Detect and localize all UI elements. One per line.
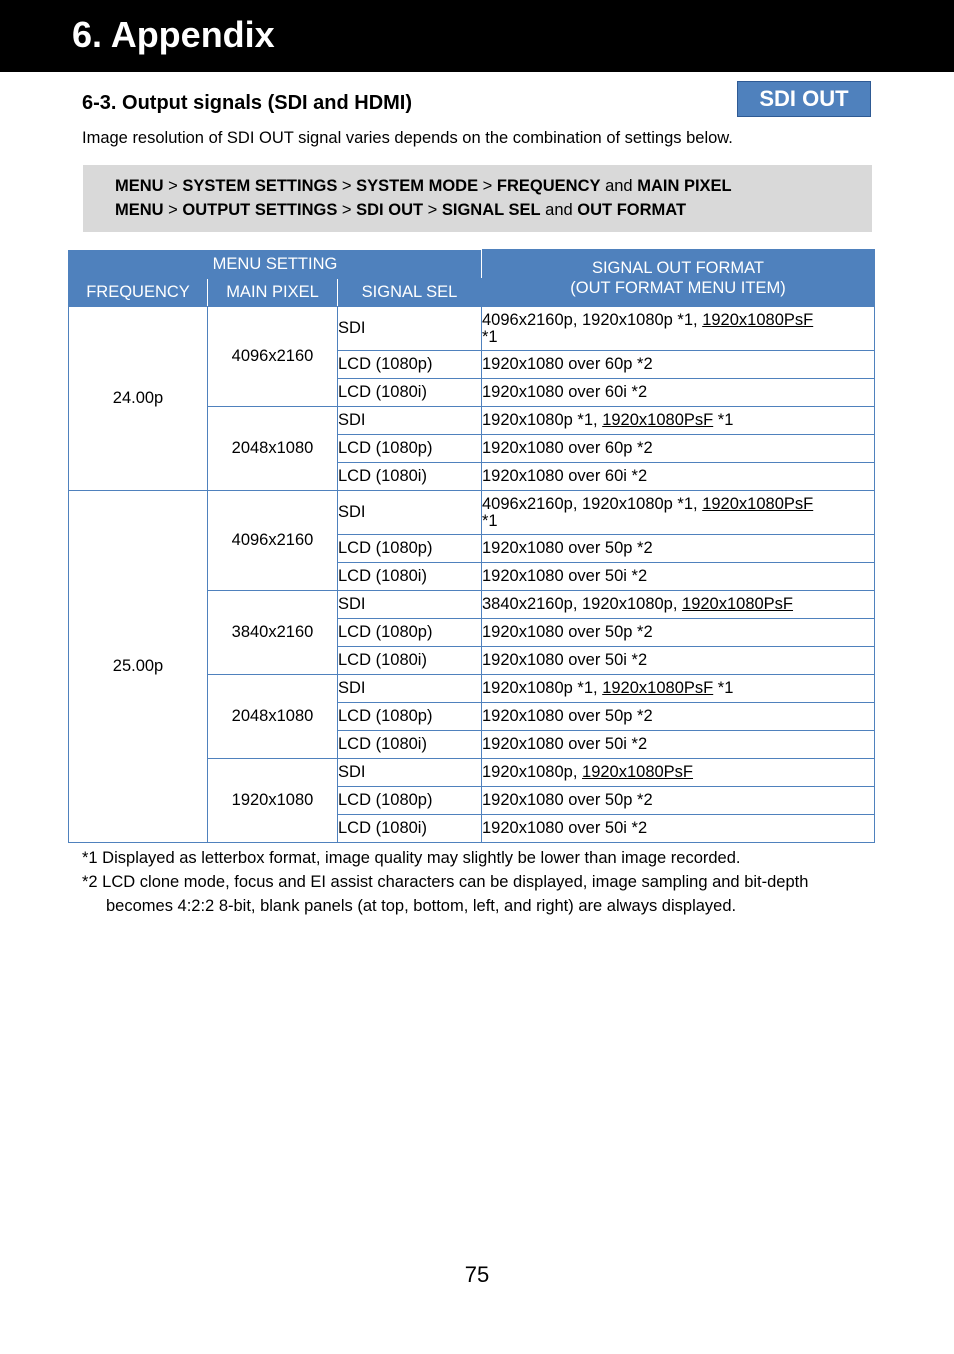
main-pixel-cell: 1920x1080 bbox=[208, 759, 338, 843]
signal-out-cell: 1920x1080 over 60i *2 bbox=[482, 463, 875, 491]
format-note: *1 bbox=[482, 511, 498, 530]
format-note: *1 bbox=[482, 327, 498, 346]
signal-sel-cell: LCD (1080i) bbox=[338, 379, 482, 407]
signal-sel-cell: LCD (1080p) bbox=[338, 535, 482, 563]
menu-path-item: SIGNAL SEL bbox=[441, 201, 541, 219]
table-row bbox=[69, 491, 875, 535]
main-pixel-cell: 2048x1080 bbox=[208, 675, 338, 759]
signal-out-cell: 1920x1080 over 50i *2 bbox=[482, 563, 875, 591]
signal-out-cell: 1920x1080 over 50i *2 bbox=[482, 815, 875, 843]
format-text: 4096x2160p, 1920x1080p *1, bbox=[482, 310, 703, 329]
menu-path-sep: > bbox=[337, 201, 357, 219]
main-pixel-cell: 4096x2160 bbox=[208, 491, 338, 591]
signal-sel-cell: LCD (1080p) bbox=[338, 619, 482, 647]
psf-format-link: 1920x1080PsF bbox=[582, 763, 694, 781]
psf-format-link: 1920x1080PsF bbox=[702, 494, 814, 513]
menu-path-item: MENU bbox=[115, 177, 164, 195]
main-pixel-cell: 2048x1080 bbox=[208, 407, 338, 491]
psf-format-link: 1920x1080PsF bbox=[702, 310, 814, 329]
signal-out-cell: 1920x1080 over 50i *2 bbox=[482, 731, 875, 759]
signal-sel-cell: SDI bbox=[338, 675, 482, 703]
footnote-2: *2 LCD clone mode, focus and EI assist characters can be displayed, image sampling and bit-depth bbox=[82, 873, 809, 891]
menu-path-sep: > bbox=[163, 201, 183, 219]
signal-out-cell bbox=[482, 759, 875, 787]
signal-out-cell: 1920x1080 over 60p *2 bbox=[482, 435, 875, 463]
signal-sel-header: SIGNAL SEL bbox=[338, 279, 482, 307]
footnote-2-continued: becomes 4:2:2 8-bit, blank panels (at top, bottom, left, and right) are always displayed. bbox=[106, 897, 737, 915]
signal-sel-cell: SDI bbox=[338, 491, 482, 535]
menu-path-item: MENU bbox=[115, 201, 164, 219]
menu-path-item: MAIN PIXEL bbox=[637, 177, 732, 195]
menu-path-box bbox=[83, 165, 872, 232]
main-pixel-cell: 3840x2160 bbox=[208, 591, 338, 675]
signal-out-format-header-line-1: SIGNAL OUT FORMAT bbox=[591, 259, 765, 277]
signal-sel-cell: LCD (1080i) bbox=[338, 815, 482, 843]
chapter-title: 6. Appendix bbox=[72, 14, 275, 55]
signal-out-cell bbox=[482, 591, 875, 619]
signal-out-cell: 1920x1080 over 60p *2 bbox=[482, 351, 875, 379]
format-text: 1920x1080p, bbox=[482, 763, 583, 781]
menu-path-sep: > bbox=[337, 177, 357, 195]
main-pixel-header: MAIN PIXEL bbox=[208, 279, 338, 307]
menu-path-item: SYSTEM SETTINGS bbox=[182, 177, 338, 195]
signal-sel-cell: LCD (1080p) bbox=[338, 435, 482, 463]
chapter-header-bar bbox=[0, 0, 954, 72]
frequency-cell: 24.00p bbox=[69, 307, 208, 491]
signal-out-cell: 1920x1080 over 50p *2 bbox=[482, 703, 875, 731]
table-header-row bbox=[69, 250, 875, 279]
signal-out-cell bbox=[482, 407, 875, 435]
signal-out-cell bbox=[482, 491, 875, 535]
format-text: 1920x1080p *1, bbox=[482, 411, 603, 429]
table-row bbox=[69, 307, 875, 351]
format-note: *1 bbox=[713, 679, 734, 697]
signal-sel-cell: LCD (1080i) bbox=[338, 647, 482, 675]
format-text: 4096x2160p, 1920x1080p *1, bbox=[482, 494, 703, 513]
signal-sel-cell: SDI bbox=[338, 591, 482, 619]
menu-setting-header: MENU SETTING bbox=[69, 250, 482, 279]
menu-path-item: SYSTEM MODE bbox=[356, 177, 479, 195]
signal-sel-cell: LCD (1080p) bbox=[338, 703, 482, 731]
menu-path-sep: and bbox=[600, 177, 638, 195]
signal-out-cell: 1920x1080 over 50p *2 bbox=[482, 535, 875, 563]
footnote-1: *1 Displayed as letterbox format, image quality may slightly be lower than image recorded. bbox=[82, 849, 741, 867]
menu-path-sep: > bbox=[478, 177, 497, 195]
format-text: 3840x2160p, 1920x1080p, bbox=[482, 595, 683, 613]
output-signals-table bbox=[68, 249, 875, 843]
signal-out-format-header bbox=[482, 250, 875, 307]
menu-path-item: OUT FORMAT bbox=[577, 201, 687, 219]
psf-format-link: 1920x1080PsF bbox=[682, 595, 794, 613]
signal-sel-cell: SDI bbox=[338, 407, 482, 435]
format-note: *1 bbox=[713, 411, 734, 429]
signal-out-format-header-line-2: (OUT FORMAT MENU ITEM) bbox=[570, 279, 786, 297]
signal-sel-cell: LCD (1080i) bbox=[338, 731, 482, 759]
signal-out-cell: 1920x1080 over 50i *2 bbox=[482, 647, 875, 675]
menu-path-item: FREQUENCY bbox=[496, 177, 601, 195]
signal-out-cell: 1920x1080 over 60i *2 bbox=[482, 379, 875, 407]
menu-path-line-1 bbox=[115, 177, 732, 196]
signal-sel-cell: LCD (1080p) bbox=[338, 351, 482, 379]
footnotes bbox=[82, 846, 808, 918]
signal-out-cell bbox=[482, 307, 875, 351]
frequency-header: FREQUENCY bbox=[69, 279, 208, 307]
menu-path-sep: > bbox=[423, 201, 442, 219]
menu-path-line-2 bbox=[115, 201, 686, 220]
psf-format-link: 1920x1080PsF bbox=[602, 411, 714, 429]
menu-path-sep: > bbox=[163, 177, 183, 195]
signal-out-cell: 1920x1080 over 50p *2 bbox=[482, 787, 875, 815]
signal-sel-cell: SDI bbox=[338, 759, 482, 787]
intro-text: Image resolution of SDI OUT signal varies depends on the combination of settings below. bbox=[82, 129, 733, 147]
section-title: 6-3. Output signals (SDI and HDMI) bbox=[82, 92, 413, 114]
menu-path-sep: and bbox=[540, 201, 578, 219]
page-number: 75 bbox=[464, 1262, 490, 1287]
menu-path-item: OUTPUT SETTINGS bbox=[182, 201, 338, 219]
signal-sel-cell: LCD (1080i) bbox=[338, 563, 482, 591]
format-text: 1920x1080p *1, bbox=[482, 679, 603, 697]
menu-path-item: SDI OUT bbox=[356, 201, 424, 219]
signal-sel-cell: LCD (1080i) bbox=[338, 463, 482, 491]
signal-sel-cell: LCD (1080p) bbox=[338, 787, 482, 815]
main-pixel-cell: 4096x2160 bbox=[208, 307, 338, 407]
signal-sel-cell: SDI bbox=[338, 307, 482, 351]
frequency-cell: 25.00p bbox=[69, 491, 208, 843]
signal-out-cell: 1920x1080 over 50p *2 bbox=[482, 619, 875, 647]
sdi-out-badge: SDI OUT bbox=[737, 81, 871, 117]
psf-format-link: 1920x1080PsF bbox=[602, 679, 714, 697]
signal-out-cell bbox=[482, 675, 875, 703]
